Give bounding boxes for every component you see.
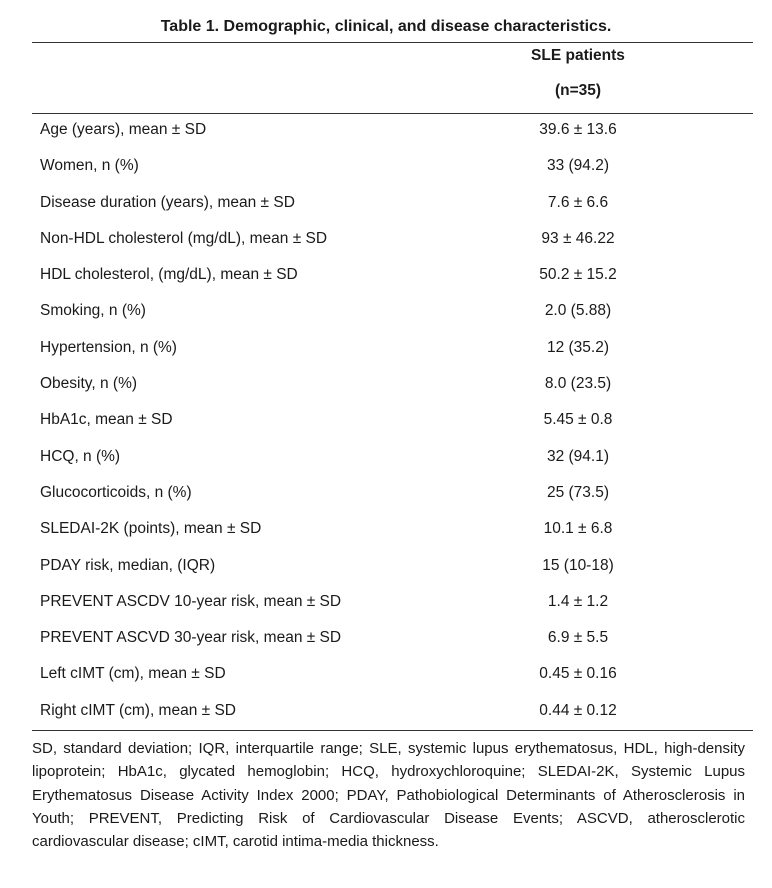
row-value: 33 (94.2) [546, 157, 610, 175]
row-label: Left cIMT (cm), mean ± SD [40, 665, 226, 683]
row-label: HbA1c, mean ± SD [40, 411, 173, 429]
row-label: Disease duration (years), mean ± SD [40, 193, 295, 211]
row-value: 10.1 ± 6.8 [543, 520, 613, 538]
top-rule [32, 42, 753, 43]
table-footnote: SD, standard deviation; IQR, interquartile range; SLE, systemic lupus erythematosus, HDL, high-density lipoprotein; HbA1c, glycated hemoglobin; HCQ, hydroxychloroquine; SLEDAI-2K, Systemic Lupus Erythematosus Disease Activity Index 2000; PDAY, Pathobiological Determinants of Atherosclerosis in Youth; PREVENT, Predicting Risk of Cardiovascular Disease Events; ASCVD, atherosclerotic cardiovascular disease; cIMT, carotid intima-media thickness. [32, 740, 745, 851]
table-row [32, 295, 753, 331]
row-value: 0.44 ± 0.12 [539, 701, 617, 719]
table-row [32, 187, 753, 223]
row-value: 25 (73.5) [546, 483, 610, 501]
row-label: Glucocorticoids, n (%) [40, 483, 192, 501]
column-header-label: SLE patients [531, 47, 625, 64]
table-row [32, 259, 753, 295]
table-row [32, 658, 753, 694]
row-label: HDL cholesterol, (mg/dL), mean ± SD [40, 266, 298, 284]
row-label: PREVENT ASCDV 10-year risk, mean ± SD [40, 592, 342, 610]
row-label: SLEDAI-2K (points), mean ± SD [40, 520, 262, 538]
table-row [32, 114, 753, 150]
row-value: 2.0 (5.88) [544, 302, 612, 320]
table-row [32, 332, 753, 368]
table-body [32, 114, 753, 731]
row-label: Right cIMT (cm), mean ± SD [40, 701, 236, 719]
row-label: PREVENT ASCVD 30-year risk, mean ± SD [40, 629, 342, 647]
table-row [32, 223, 753, 259]
table-row [32, 150, 753, 186]
table-row [32, 622, 753, 658]
row-value: 12 (35.2) [546, 338, 610, 356]
row-value: 6.9 ± 5.5 [547, 629, 609, 647]
table-row [32, 477, 753, 513]
row-value: 15 (10-18) [542, 556, 614, 574]
table-row [32, 550, 753, 586]
table-row [32, 695, 753, 731]
row-value: 1.4 ± 1.2 [547, 592, 609, 610]
table-row [32, 586, 753, 622]
table-title: Table 1. Demographic, clinical, and disease characteristics. [160, 18, 612, 35]
row-label: Smoking, n (%) [40, 302, 146, 320]
row-label: Hypertension, n (%) [40, 338, 177, 356]
row-value: 32 (94.1) [546, 447, 610, 465]
row-value: 8.0 (23.5) [544, 375, 612, 393]
row-label: Age (years), mean ± SD [40, 121, 207, 138]
row-value: 39.6 ± 13.6 [539, 121, 617, 138]
row-label: PDAY risk, median, (IQR) [40, 556, 216, 574]
row-value: 93 ± 46.22 [541, 229, 615, 247]
table-row [32, 513, 753, 549]
table-row [32, 404, 753, 440]
table-row [32, 441, 753, 477]
row-value: 50.2 ± 15.2 [539, 266, 617, 284]
row-value: 0.45 ± 0.16 [539, 665, 617, 683]
row-value: 5.45 ± 0.8 [543, 411, 613, 429]
row-label: Non-HDL cholesterol (mg/dL), mean ± SD [40, 229, 328, 247]
table-row [32, 368, 753, 404]
row-label: Women, n (%) [40, 157, 139, 175]
bottom-rule [32, 730, 753, 731]
row-value: 7.6 ± 6.6 [547, 193, 609, 211]
row-label: Obesity, n (%) [40, 375, 138, 393]
column-header-n: (n=35) [554, 82, 602, 99]
row-label: HCQ, n (%) [40, 447, 121, 465]
